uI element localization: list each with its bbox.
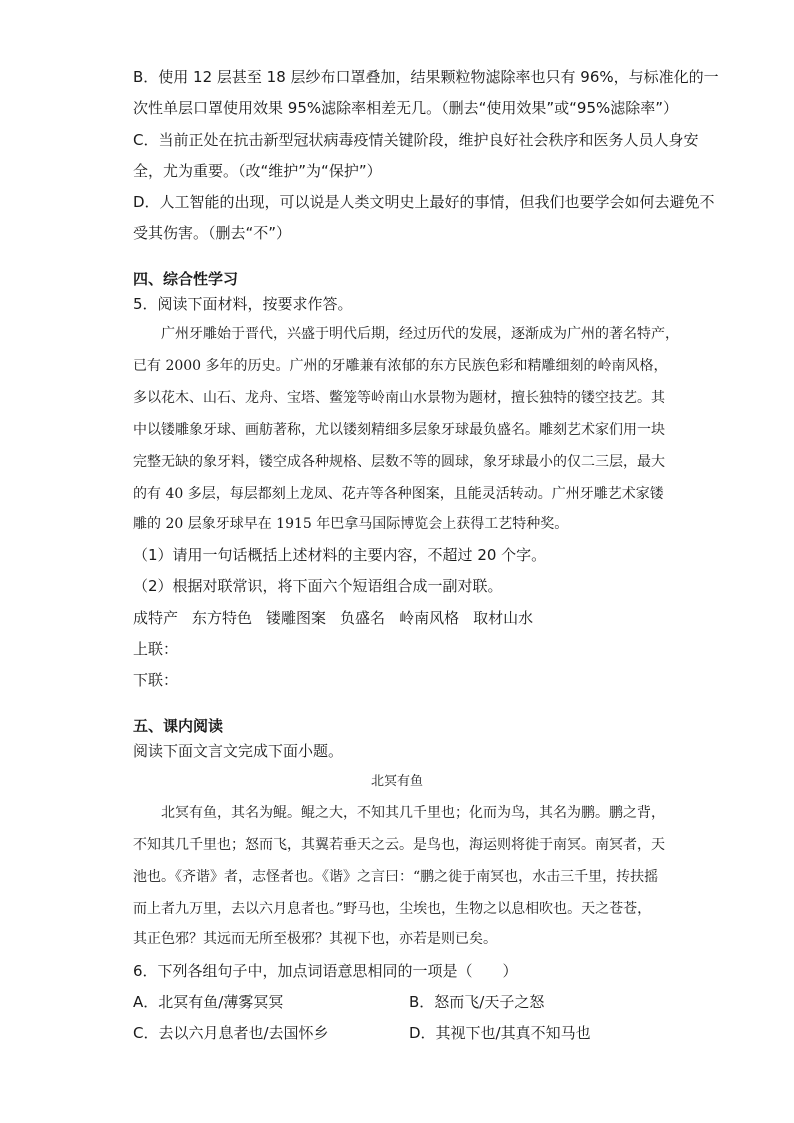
- question-6-prompt: 6．下列各组句子中，加点词语意思相同的一项是（ ）: [133, 962, 518, 980]
- option-c-line-1: C．当前正处在抗击新型冠状病毒疫情关键阶段，维护良好社会秩序和医务人员人身安: [133, 131, 699, 149]
- phrase-3: 镂雕图案: [266, 609, 327, 627]
- passage-beiming-line-4: 而上者九万里，去以六月息者也。”野马也，尘埃也，生物之以息相吹也。天之苍苍，: [133, 901, 652, 917]
- passage-ivory-line-4: 中以镂雕象牙球、画舫著称，尤以镂刻精细多层象牙球最负盛名。雕刻艺术家们用一块: [133, 422, 665, 438]
- passage-beiming-line-1: 北冥有鱼，其名为鲲。鲲之大，不知其几千里也；化而为鸟，其名为鹏。鹏之背，: [161, 805, 665, 821]
- sub-question-1: （1）请用一句话概括上述材料的主要内容，不超过 20 个字。: [133, 546, 547, 564]
- passage-beiming-line-3: 池也。《齐谐》者，志怪者也。《谐》之言曰：“鹏之徙于南冥也，水击三千里，抟扶摇: [133, 869, 659, 885]
- question-5-prompt: 5．阅读下面材料，按要求作答。: [133, 295, 353, 313]
- passage-ivory-line-7: 雕的 20 层象牙球早在 1915 年巴拿马国际博览会上获得工艺特种奖。: [133, 516, 569, 532]
- upper-couplet-label: 上联：: [133, 640, 179, 658]
- passage-ivory-line-6: 的有 40 多层，每层都刻上龙凤、花卉等各种图案，且能灵活转动。广州牙雕艺术家镂: [133, 486, 664, 502]
- passage-beiming-line-5: 其正色邪？其远而无所至极邪？其视下也，亦若是则已矣。: [133, 931, 497, 947]
- passage-ivory-line-1: 广州牙雕始于晋代，兴盛于明代后期，经过历代的发展，逐渐成为广州的著名特产，: [161, 326, 679, 342]
- q6-option-d: D．其视下也/其真不知马也: [409, 1024, 591, 1042]
- q6-option-b: B．怒而飞/天子之怒: [409, 993, 545, 1011]
- option-c-line-2: 全，尤为重要。（改“维护”为“保护”）: [133, 162, 382, 180]
- passage-ivory-line-5: 完整无缺的象牙料，镂空成各种规格、层数不等的圆球，象牙球最小的仅二三层，最大: [133, 454, 665, 470]
- option-d-line-1: D．人工智能的出现，可以说是人类文明史上最好的事情，但我们也要学会如何去避免不: [133, 193, 715, 211]
- section-5-heading: 五、课内阅读: [133, 717, 224, 735]
- passage-title: 北冥有鱼: [370, 774, 423, 789]
- lower-couplet-label: 下联：: [133, 671, 179, 689]
- option-d-line-2: 受其伤害。（删去“不”）: [133, 224, 292, 242]
- q6-option-c: C．去以六月息者也/去国怀乡: [133, 1024, 329, 1042]
- q6-option-a: A．北冥有鱼/薄雾冥冥: [133, 993, 284, 1011]
- option-b-line-2: 次性单层口罩使用效果 95%滤除率相差无几。（删去“使用效果”或“95%滤除率”）: [133, 99, 679, 117]
- section-5-instruction: 阅读下面文言文完成下面小题。: [133, 742, 344, 760]
- passage-beiming-line-2: 不知其几千里也；怒而飞，其翼若垂天之云。是鸟也，海运则将徙于南冥。南冥者，天: [133, 837, 665, 853]
- option-b-line-1: B．使用 12 层甚至 18 层纱布口罩叠加，结果颗粒物滤除率也只有 96%，与标准化的一: [133, 68, 719, 86]
- phrase-6: 取材山水: [473, 609, 534, 627]
- phrase-5: 岭南风格: [399, 609, 460, 627]
- couplet-phrases: [133, 608, 547, 628]
- sub-question-2: （2）根据对联常识，将下面六个短语组合成一副对联。: [133, 577, 503, 595]
- phrase-1: 成特产: [133, 609, 179, 627]
- section-4-heading: 四、综合性学习: [133, 270, 239, 288]
- phrase-2: 东方特色: [192, 609, 253, 627]
- passage-ivory-line-3: 多以花木、山石、龙舟、宝塔、鳖笼等岭南山水景物为题材，擅长独特的镂空技艺。其: [133, 390, 665, 406]
- passage-ivory-line-2: 已有 2000 多年的历史。广州的牙雕兼有浓郁的东方民族色彩和精雕细刻的岭南风格，: [133, 358, 668, 374]
- phrase-4: 负盛名: [340, 609, 386, 627]
